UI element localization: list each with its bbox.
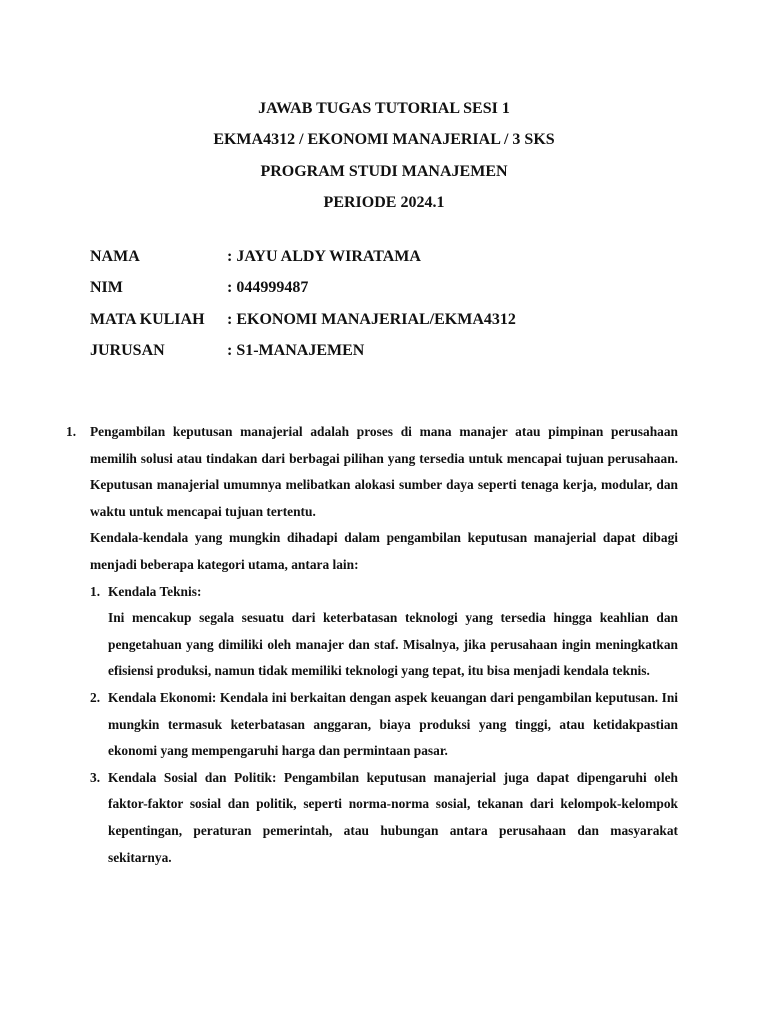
constraint-item-3 (66, 765, 678, 871)
document-header (0, 93, 768, 218)
student-info (90, 241, 516, 366)
constraint-item-2 (66, 685, 678, 765)
item-description: Ini mencakup segala sesuatu dari keterbatasan teknologi yang tersedia hingga keahlian dan pengetahuan yang dimiliki oleh manajer dan staf. Misalnya, jika perusahaan ingin meningkatkan efisiensi produksi, namun tidak memiliki teknologi yang tepat, itu bisa menjadi kendala teknis. (108, 610, 678, 679)
header-program: PROGRAM STUDI MANAJEMEN (260, 162, 508, 180)
answer-paragraph-2: Kendala-kendala yang mungkin dihadapi dalam pengambilan keputusan manajerial dapat dibagi menjadi beberapa kategori utama, antara lain: (90, 530, 678, 572)
item-title: Kendala Teknis: (108, 583, 202, 599)
info-value: : JAYU ALDY WIRATAMA (227, 248, 421, 265)
header-course: EKMA4312 / EKONOMI MANAJERIAL / 3 SKS (213, 131, 555, 149)
info-label: NAMA (90, 248, 140, 265)
answer-number: 1. (66, 424, 77, 439)
item-number: 3. (90, 769, 101, 785)
item-number: 2. (90, 689, 101, 705)
item-text: Kendala Sosial dan Politik: Pengambilan keputusan manajerial juga dapat dipengaruhi oleh faktor-faktor sosial dan politik, seperti norma-norma sosial, tekanan dari kelompok-kelompok kepentingan, peraturan pemerintah, atau hubungan antara perusahaan dan masyarakat sekitarnya. (108, 769, 678, 865)
header-title: JAWAB TUGAS TUTORIAL SESI 1 (258, 100, 510, 117)
info-row-nama (90, 241, 516, 272)
info-value: : S1-MANAJEMEN (227, 341, 365, 359)
info-label: NIM (90, 279, 123, 297)
item-text: Kendala Ekonomi: Kendala ini berkaitan dengan aspek keuangan dari pengambilan keputusan. Ini mungkin termasuk keterbatasan anggaran, biaya produksi yang tinggi, atau ketidakpastian ekonomi yang mempengaruhi harga dan permintaan pasar. (108, 689, 678, 759)
info-row-mata-kuliah (90, 304, 516, 335)
answer-paragraph-1: Pengambilan keputusan manajerial adalah proses di mana manajer atau pimpinan perusahaan memilih solusi atau tindakan dari berbagai pilihan yang tersedia untuk mencapai tujuan perusahaan. Keputusan manajerial umumnya melibatkan alokasi sumber daya seperti tenaga kerja, modular, dan waktu untuk mencapai tujuan tertentu. (90, 424, 678, 519)
answer-1 (66, 419, 678, 525)
item-number: 1. (90, 583, 101, 599)
info-value: : EKONOMI MANAJERIAL/EKMA4312 (227, 310, 516, 328)
info-row-nim (90, 272, 516, 303)
header-period: PERIODE 2024.1 (323, 193, 445, 211)
info-row-jurusan (90, 335, 516, 366)
info-label: JURUSAN (90, 341, 165, 359)
info-label: MATA KULIAH (90, 310, 205, 328)
answer-content (66, 419, 678, 871)
constraint-item-1 (66, 579, 678, 606)
info-value: : 044999487 (227, 279, 309, 297)
